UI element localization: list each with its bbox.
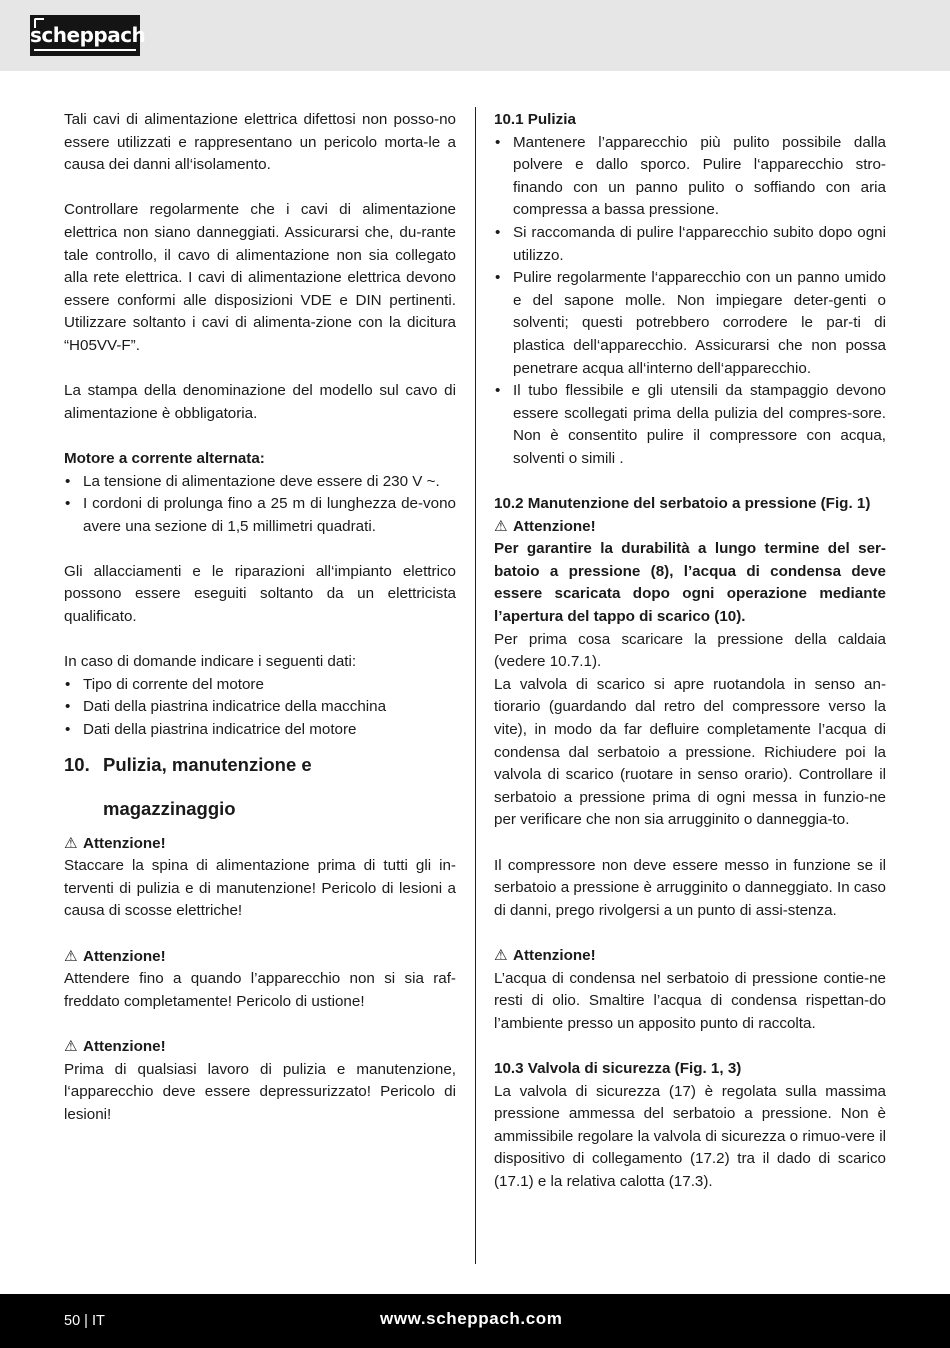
paragraph: Tali cavi di alimentazione elettrica difettosi non posso-no essere utilizzati e rappresentano un pericolo morta-le a causa dei danni all‘isolamento.: [64, 111, 456, 174]
warning-heading: ⚠ Attenzione!: [494, 516, 886, 539]
section-title-line1: Pulizia, manutenzione e: [103, 753, 312, 775]
motor-heading: Motore a corrente alternata:: [64, 449, 265, 467]
list-item: • La tensione di alimentazione deve essere di 230 V ~.: [64, 471, 456, 494]
paragraph: La stampa della denominazione del modello sul cavo di alimentazione è obbligatoria.: [64, 382, 456, 422]
warning-heading: ⚠ Attenzione!: [64, 946, 456, 969]
list-item: • Si raccomanda di pulire l‘apparecchio subito dopo ogni utilizzo.: [494, 222, 886, 267]
motor-list: [64, 471, 456, 539]
page-number: 50 | IT: [64, 1313, 105, 1329]
website-url[interactable]: www.scheppach.com: [380, 1309, 563, 1328]
list-item: • Mantenere l’apparecchio più pulito possibile dalla polvere e dallo sporco. Pulire l‘apparecchio stro-finando con un panno pulito o soffiando con aria compressa a bassa pressione.: [494, 132, 886, 222]
section-heading: [64, 743, 456, 831]
subsection-heading: 10.3 Valvola di sicurezza (Fig. 1, 3): [494, 1059, 742, 1077]
data-list: [64, 674, 456, 742]
warning-icon: ⚠: [64, 947, 78, 965]
subsection-heading: 10.2 Manutenzione del serbatoio a pressione (Fig. 1): [494, 495, 871, 513]
list-item: • Dati della piastrina indicatrice del motore: [64, 719, 456, 742]
list-item: • Pulire regolarmente l‘apparecchio con un panno umido e del sapone molle. Non impiegare deter-genti o solventi; questi potrebbero corrodere le par-ti di plastica dell‘apparecchio. Assicurarsi che non possa penetrare acqua all‘interno dell‘apparecchio.: [494, 267, 886, 380]
paragraph: La valvola di scarico si apre ruotandola in senso an-tiorario (guardando dal retro del compressore verso la vite), in modo da far defluire completamente l’acqua di condensa dal serbatoio a pressione. Richiudere poi la valvola di scarico (ruotare in senso orario). Controllare il serbatoio a pressione prima di ogni messa in funzio-ne per verificare che non sia arrugginito o danneggia-to.: [494, 675, 886, 829]
warning-text: L’acqua di condensa nel serbatoio di pressione contie-ne resti di olio. Smaltire l’acqua di condensa rispettan-do l’ambiente presso un apposito punto di raccolta.: [494, 969, 886, 1032]
cleaning-list: [494, 132, 886, 471]
warning-heading: ⚠ Attenzione!: [64, 833, 456, 856]
brand-logo: scheppach: [30, 15, 140, 56]
warning-text: Staccare la spina di alimentazione prima di tutti gli in-terventi di pulizia e di manutenzione! Pericolo di lesioni a causa di scosse elettriche!: [64, 857, 456, 920]
language-code: IT: [91, 1313, 105, 1329]
warning-icon: ⚠: [494, 517, 508, 535]
paragraph: Controllare regolarmente che i cavi di alimentazione elettrica non siano danneggiati. Assicurarsi che, du-rante tale controllo, il cavo di alimentazione non sia collegato alla rete elettrica. I cavi di alimentazione elettrica devono essere conformi alle disposizioni VDE e DIN pertinenti. Utilizzare soltanto i cavi di alimenta-zione con la dicitura “H05VV-F”.: [64, 201, 456, 354]
list-item: • Tipo di corrente del motore: [64, 674, 456, 697]
warning-text: Attendere fino a quando l’apparecchio non si sia raf-freddato completamente! Pericolo di ustione!: [64, 970, 456, 1010]
header-bar: [0, 0, 950, 71]
warning-heading: ⚠ Attenzione!: [494, 945, 886, 968]
list-item: • Il tubo flessibile e gli utensili da stampaggio devono essere scollegati prima della pulizia del compres-sore. Non è consentito pulire il compressore con acqua, solventi o simili .: [494, 380, 886, 470]
section-title-line2: magazzinaggio: [103, 797, 236, 819]
paragraph: Il compressore non deve essere messo in funzione se il serbatoio a pressione è arrugginito o danneggiato. In caso di danni, prego rivolgersi a un punto di assi-stenza.: [494, 856, 886, 919]
list-item: • Dati della piastrina indicatrice della macchina: [64, 696, 456, 719]
warning-bold-text: Per garantire la durabilità a lungo termine del ser-batoio a pressione (8), l’acqua di condensa deve essere scaricata dopo ogni operazione mediante l’apertura del tappo di scarico (10).: [494, 540, 886, 626]
paragraph: Per prima cosa scaricare la pressione della caldaia (vedere 10.7.1).: [494, 630, 886, 671]
subsection-heading: 10.1 Pulizia: [494, 111, 576, 128]
paragraph: Gli allacciamenti e le riparazioni all‘impianto elettrico possono essere eseguiti soltanto da un elettricista qualificato.: [64, 562, 456, 626]
warning-icon: ⚠: [64, 1037, 78, 1055]
warning-text: Prima di qualsiasi lavoro di pulizia e manutenzione, l‘apparecchio deve essere depressurizzato! Pericolo di lesioni!: [64, 1060, 456, 1123]
warning-icon: ⚠: [494, 946, 508, 964]
warning-heading: ⚠ Attenzione!: [64, 1036, 456, 1059]
section-number: 10.: [64, 753, 90, 775]
footer-bar: [0, 1294, 950, 1348]
right-column: [494, 109, 886, 1194]
list-item: • I cordoni di prolunga fino a 25 m di lunghezza de-vono avere una sezione di 1,5 millimetri quadrati.: [64, 493, 456, 538]
footer-separator: |: [84, 1313, 88, 1329]
paragraph: In caso di domande indicare i seguenti dati:: [64, 653, 357, 671]
warning-icon: ⚠: [64, 834, 78, 852]
column-divider: [475, 107, 476, 1264]
left-column: [64, 109, 456, 1126]
paragraph: La valvola di sicurezza (17) è regolata sulla massima pressione ammessa del serbatoio a pressione. Non è ammissibile regolare la valvola di sicurezza o rimuo-vere il dispositivo di collegamento (17.2) tra il dado di scarico (17.1) e la relativa calotta (17.3).: [494, 1082, 886, 1190]
